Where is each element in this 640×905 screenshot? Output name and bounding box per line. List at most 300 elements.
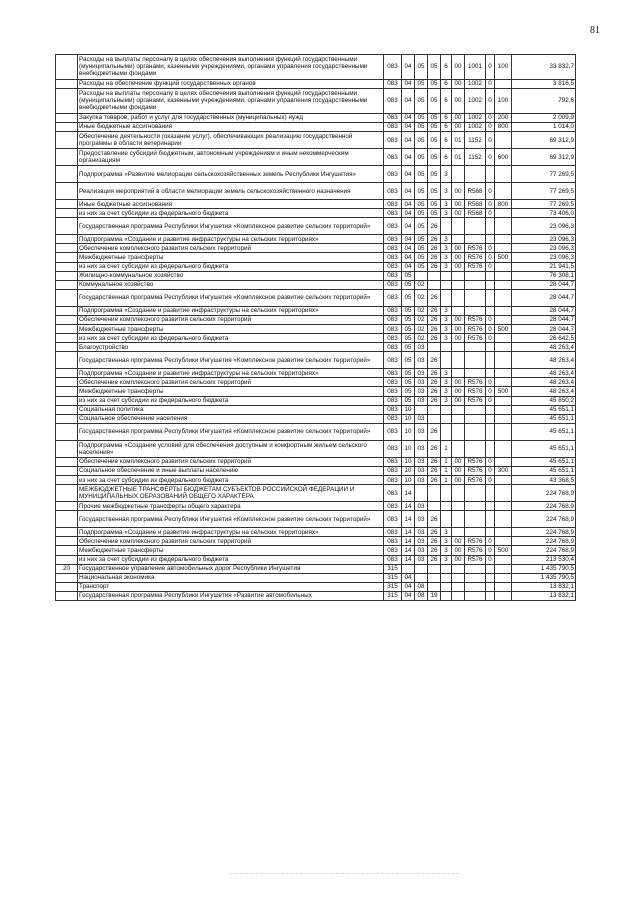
row-number-cell <box>56 315 78 324</box>
extra-code-cell <box>486 423 495 440</box>
amount-cell: 3 816,5 <box>512 79 576 88</box>
amount-cell: 224 768,9 <box>512 502 576 511</box>
activity-code-cell: 00 <box>452 396 465 405</box>
item-name-cell: Подпрограмма «Создание и развитие инфраструктуры на сельских территориях» <box>78 235 384 244</box>
activity-code-cell <box>452 289 465 306</box>
gr-code-cell: 083 <box>384 306 402 315</box>
subprogram-code-cell: 1 <box>441 466 452 475</box>
vr-code-cell <box>495 405 512 414</box>
pr-code-cell: 03 <box>415 387 428 396</box>
subprogram-code-cell <box>441 271 452 280</box>
rz-code-cell: 05 <box>402 306 415 315</box>
rz-code-cell: 05 <box>402 396 415 405</box>
rz-code-cell: 05 <box>402 289 415 306</box>
item-name-cell: Предоставление субсидий бюджетным, автономным учреждениям и иным некоммерческим организациям <box>78 149 384 166</box>
direction-code-cell <box>465 306 486 315</box>
amount-cell: 76 308,1 <box>512 271 576 280</box>
extra-code-cell: 0 <box>486 183 495 200</box>
rz-code-cell: 04 <box>402 166 415 183</box>
direction-code-cell <box>465 440 486 457</box>
amount-cell: 213 530,4 <box>512 555 576 564</box>
program-code-cell: 26 <box>428 315 441 324</box>
gr-code-cell: 083 <box>384 405 402 414</box>
extra-code-cell <box>486 582 495 591</box>
vr-code-cell <box>495 564 512 573</box>
activity-code-cell: 00 <box>452 209 465 218</box>
extra-code-cell <box>486 440 495 457</box>
program-code-cell: 26 <box>428 369 441 378</box>
subprogram-code-cell <box>441 414 452 423</box>
item-name-cell: Государственное управление автомобильных дорог Республики Ингушетия <box>78 564 384 573</box>
pr-code-cell: 05 <box>415 218 428 235</box>
item-name-cell: Реализация мероприятий в области мелиорации земель сельскохозяйственного назначения <box>78 183 384 200</box>
amount-cell: 28 044,7 <box>512 306 576 315</box>
amount-cell: 1 435 790,5 <box>512 564 576 573</box>
subprogram-code-cell <box>441 502 452 511</box>
extra-code-cell: 0 <box>486 200 495 209</box>
item-name-cell: Государственная программа Республики Ингушетия «Комплексное развитие сельских территорий» <box>78 423 384 440</box>
amount-cell: 28 044,7 <box>512 280 576 289</box>
gr-code-cell: 083 <box>384 387 402 396</box>
pr-code-cell: 03 <box>415 369 428 378</box>
pr-code-cell <box>415 405 428 414</box>
row-number-cell <box>56 325 78 334</box>
activity-code-cell <box>452 166 465 183</box>
table-row <box>56 235 576 244</box>
rz-code-cell <box>402 564 415 573</box>
pr-code-cell: 02 <box>415 280 428 289</box>
subprogram-code-cell: 3 <box>441 369 452 378</box>
extra-code-cell: 0 <box>486 334 495 343</box>
rz-code-cell: 04 <box>402 218 415 235</box>
table-row <box>56 511 576 528</box>
rz-code-cell: 05 <box>402 280 415 289</box>
program-code-cell: 26 <box>428 289 441 306</box>
vr-code-cell <box>495 315 512 324</box>
extra-code-cell: 0 <box>486 476 495 485</box>
direction-code-cell <box>465 414 486 423</box>
program-code-cell: 26 <box>428 378 441 387</box>
direction-code-cell: R576 <box>465 476 486 485</box>
amount-cell: 1 435 790,5 <box>512 573 576 582</box>
item-name-cell: Межбюджетные трансферты <box>78 253 384 262</box>
extra-code-cell: 0 <box>486 315 495 324</box>
item-name-cell: Обеспечение комплексного развития сельских территорий <box>78 244 384 253</box>
item-name-cell: Подпрограмма «Создание и развитие инфраструктуры на сельских территориях» <box>78 528 384 537</box>
table-row <box>56 591 576 600</box>
table-row <box>56 485 576 502</box>
rz-code-cell: 05 <box>402 334 415 343</box>
vr-code-cell <box>495 582 512 591</box>
activity-code-cell: 00 <box>452 122 465 131</box>
extra-code-cell: 0 <box>486 546 495 555</box>
extra-code-cell: 0 <box>486 122 495 131</box>
row-number-cell <box>56 485 78 502</box>
extra-code-cell: 0 <box>486 55 495 80</box>
vr-code-cell <box>495 166 512 183</box>
extra-code-cell: 0 <box>486 457 495 466</box>
item-name-cell: Обеспечение комплексного развития сельских территорий <box>78 537 384 546</box>
gr-code-cell: 083 <box>384 315 402 324</box>
vr-code-cell <box>495 183 512 200</box>
subprogram-code-cell: 6 <box>441 149 452 166</box>
table-row <box>56 271 576 280</box>
direction-code-cell: R576 <box>465 334 486 343</box>
program-code-cell <box>428 573 441 582</box>
pr-code-cell: 03 <box>415 502 428 511</box>
table-row <box>56 325 576 334</box>
gr-code-cell: 083 <box>384 183 402 200</box>
amount-cell: 45 651,1 <box>512 423 576 440</box>
program-code-cell: 26 <box>428 262 441 271</box>
activity-code-cell: 00 <box>452 200 465 209</box>
direction-code-cell <box>465 280 486 289</box>
vr-code-cell <box>495 209 512 218</box>
subprogram-code-cell <box>441 280 452 289</box>
row-number-cell <box>56 218 78 235</box>
table-row <box>56 166 576 183</box>
table-row <box>56 218 576 235</box>
vr-code-cell <box>495 262 512 271</box>
item-name-cell: Закупка товаров, работ и услуг для государственных (муниципальных) нужд <box>78 113 384 122</box>
extra-code-cell <box>486 502 495 511</box>
direction-code-cell <box>465 502 486 511</box>
gr-code-cell: 083 <box>384 209 402 218</box>
program-code-cell <box>428 502 441 511</box>
gr-code-cell: 083 <box>384 55 402 80</box>
rz-code-cell: 05 <box>402 369 415 378</box>
pr-code-cell <box>415 573 428 582</box>
extra-code-cell: 0 <box>486 396 495 405</box>
item-name-cell: Социальное обеспечение населения <box>78 414 384 423</box>
table-row <box>56 405 576 414</box>
rz-code-cell: 05 <box>402 343 415 352</box>
rz-code-cell: 05 <box>402 315 415 324</box>
activity-code-cell: 00 <box>452 183 465 200</box>
rz-code-cell: 14 <box>402 555 415 564</box>
pr-code-cell: 08 <box>415 582 428 591</box>
activity-code-cell: 00 <box>452 387 465 396</box>
activity-code-cell: 00 <box>452 537 465 546</box>
pr-code-cell: 05 <box>415 88 428 113</box>
pr-code-cell: 03 <box>415 511 428 528</box>
direction-code-cell: 1152 <box>465 132 486 149</box>
item-name-cell: Расходы на выплаты персоналу в целях обеспечения выполнения функций государственными (муниципальными) органами, казенными учреждениями, органами управления государственными внебюджетными фондами <box>78 55 384 80</box>
gr-code-cell: 083 <box>384 200 402 209</box>
row-number-cell <box>56 555 78 564</box>
item-name-cell: Подпрограмма «Создание и развитие инфраструктуры на сельских территориях» <box>78 306 384 315</box>
subprogram-code-cell <box>441 352 452 369</box>
item-name-cell: Расходы на выплаты персоналу в целях обеспечения выполнения функций государственными (муниципальными) органами, казенными учреждениями, органами управления государственными внебюджетными фондами <box>78 88 384 113</box>
item-name-cell: Благоустройство <box>78 343 384 352</box>
subprogram-code-cell: 6 <box>441 113 452 122</box>
pr-code-cell <box>415 485 428 502</box>
vr-code-cell: 500 <box>495 253 512 262</box>
activity-code-cell <box>452 582 465 591</box>
item-name-cell: Межбюджетные трансферты <box>78 325 384 334</box>
rz-code-cell: 10 <box>402 476 415 485</box>
pr-code-cell <box>415 564 428 573</box>
item-name-cell: Иные бюджетные ассигнования <box>78 122 384 131</box>
direction-code-cell: R576 <box>465 315 486 324</box>
vr-code-cell <box>495 306 512 315</box>
extra-code-cell <box>486 511 495 528</box>
pr-code-cell: 02 <box>415 325 428 334</box>
amount-cell: 224 768,9 <box>512 528 576 537</box>
vr-code-cell: 100 <box>495 88 512 113</box>
amount-cell: 28 044,7 <box>512 315 576 324</box>
activity-code-cell <box>452 440 465 457</box>
item-name-cell: Прочие межбюджетные трансферты общего характера <box>78 502 384 511</box>
page-number: 81 <box>590 25 600 36</box>
pr-code-cell: 03 <box>415 546 428 555</box>
gr-code-cell: 083 <box>384 235 402 244</box>
row-number-cell <box>56 149 78 166</box>
row-number-cell <box>56 414 78 423</box>
direction-code-cell <box>465 591 486 600</box>
subprogram-code-cell <box>441 343 452 352</box>
pr-code-cell: 05 <box>415 55 428 80</box>
rz-code-cell: 14 <box>402 537 415 546</box>
row-number-cell <box>56 253 78 262</box>
amount-cell: 13 832,1 <box>512 591 576 600</box>
extra-code-cell: 0 <box>486 378 495 387</box>
program-code-cell: 26 <box>428 244 441 253</box>
extra-code-cell <box>486 289 495 306</box>
row-number-cell <box>56 113 78 122</box>
activity-code-cell <box>452 235 465 244</box>
extra-code-cell <box>486 564 495 573</box>
direction-code-cell <box>465 218 486 235</box>
amount-cell: 77 269,5 <box>512 200 576 209</box>
extra-code-cell <box>486 271 495 280</box>
pr-code-cell: 05 <box>415 183 428 200</box>
program-code-cell: 05 <box>428 166 441 183</box>
row-number-cell <box>56 343 78 352</box>
subprogram-code-cell: 3 <box>441 334 452 343</box>
amount-cell: 48 263,4 <box>512 352 576 369</box>
table-row <box>56 502 576 511</box>
gr-code-cell: 083 <box>384 132 402 149</box>
subprogram-code-cell: 3 <box>441 555 452 564</box>
rz-code-cell: 04 <box>402 113 415 122</box>
rz-code-cell: 14 <box>402 502 415 511</box>
vr-code-cell <box>495 591 512 600</box>
extra-code-cell <box>486 414 495 423</box>
item-name-cell: Социальная политика <box>78 405 384 414</box>
pr-code-cell: 03 <box>415 378 428 387</box>
item-name-cell: Транспорт <box>78 582 384 591</box>
table-row <box>56 209 576 218</box>
row-number-cell <box>56 132 78 149</box>
extra-code-cell: 0 <box>486 132 495 149</box>
amount-cell: 48 263,4 <box>512 378 576 387</box>
direction-code-cell: R576 <box>465 262 486 271</box>
gr-code-cell: 083 <box>384 485 402 502</box>
vr-code-cell <box>495 414 512 423</box>
subprogram-code-cell <box>441 564 452 573</box>
vr-code-cell <box>495 440 512 457</box>
row-number-cell <box>56 440 78 457</box>
subprogram-code-cell: 1 <box>441 476 452 485</box>
subprogram-code-cell <box>441 218 452 235</box>
rz-code-cell: 04 <box>402 122 415 131</box>
activity-code-cell <box>452 564 465 573</box>
vr-code-cell: 800 <box>495 122 512 131</box>
gr-code-cell: 083 <box>384 253 402 262</box>
item-name-cell: Коммунальное хозяйство <box>78 280 384 289</box>
pr-code-cell: 05 <box>415 166 428 183</box>
amount-cell: 28 044,7 <box>512 325 576 334</box>
direction-code-cell <box>465 528 486 537</box>
program-code-cell <box>428 582 441 591</box>
rz-code-cell: 04 <box>402 262 415 271</box>
table-row <box>56 440 576 457</box>
program-code-cell: 26 <box>428 457 441 466</box>
table-row <box>56 414 576 423</box>
gr-code-cell: 083 <box>384 511 402 528</box>
direction-code-cell: 1002 <box>465 122 486 131</box>
vr-code-cell <box>495 218 512 235</box>
amount-cell: 33 832,7 <box>512 55 576 80</box>
budget-table <box>55 54 576 601</box>
direction-code-cell <box>465 271 486 280</box>
rz-code-cell: 04 <box>402 253 415 262</box>
vr-code-cell: 500 <box>495 387 512 396</box>
table-row <box>56 537 576 546</box>
subprogram-code-cell <box>441 511 452 528</box>
program-code-cell: 26 <box>428 555 441 564</box>
table-row <box>56 582 576 591</box>
program-code-cell: 05 <box>428 79 441 88</box>
direction-code-cell: R576 <box>465 546 486 555</box>
direction-code-cell <box>465 166 486 183</box>
extra-code-cell: 0 <box>486 209 495 218</box>
subprogram-code-cell: 1 <box>441 457 452 466</box>
gr-code-cell: 083 <box>384 502 402 511</box>
rz-code-cell: 10 <box>402 405 415 414</box>
extra-code-cell: 0 <box>486 253 495 262</box>
gr-code-cell: 083 <box>384 280 402 289</box>
pr-code-cell <box>415 271 428 280</box>
direction-code-cell: R576 <box>465 457 486 466</box>
activity-code-cell: 00 <box>452 466 465 475</box>
direction-code-cell: R568 <box>465 200 486 209</box>
subprogram-code-cell: 3 <box>441 325 452 334</box>
table-row <box>56 315 576 324</box>
item-name-cell: Межбюджетные трансферты <box>78 546 384 555</box>
row-number-cell <box>56 271 78 280</box>
table-row <box>56 396 576 405</box>
subprogram-code-cell: 6 <box>441 88 452 113</box>
direction-code-cell <box>465 343 486 352</box>
gr-code-cell: 083 <box>384 343 402 352</box>
rz-code-cell: 04 <box>402 149 415 166</box>
row-number-cell <box>56 200 78 209</box>
extra-code-cell <box>486 306 495 315</box>
program-code-cell: 05 <box>428 122 441 131</box>
table-row <box>56 200 576 209</box>
row-number-cell <box>56 306 78 315</box>
activity-code-cell <box>452 306 465 315</box>
vr-code-cell <box>495 573 512 582</box>
rz-code-cell: 05 <box>402 271 415 280</box>
row-number-cell <box>56 528 78 537</box>
gr-code-cell: 083 <box>384 476 402 485</box>
pr-code-cell: 03 <box>415 343 428 352</box>
gr-code-cell: 083 <box>384 218 402 235</box>
program-code-cell: 26 <box>428 546 441 555</box>
vr-code-cell <box>495 334 512 343</box>
activity-code-cell: 00 <box>452 88 465 113</box>
table-row <box>56 476 576 485</box>
direction-code-cell: R576 <box>465 466 486 475</box>
row-number-cell <box>56 235 78 244</box>
program-code-cell <box>428 405 441 414</box>
amount-cell: 48 263,4 <box>512 387 576 396</box>
amount-cell: 21 941,5 <box>512 262 576 271</box>
activity-code-cell: 00 <box>452 546 465 555</box>
gr-code-cell: 315 <box>384 582 402 591</box>
program-code-cell <box>428 280 441 289</box>
row-number-cell <box>56 280 78 289</box>
extra-code-cell <box>486 235 495 244</box>
gr-code-cell: 083 <box>384 262 402 271</box>
program-code-cell: 05 <box>428 149 441 166</box>
program-code-cell: 26 <box>428 440 441 457</box>
item-name-cell: Расходы на обеспечение функций государственных органов <box>78 79 384 88</box>
gr-code-cell: 083 <box>384 271 402 280</box>
row-number-cell <box>56 55 78 80</box>
extra-code-cell <box>486 343 495 352</box>
item-name-cell: Подпрограмма «Создание и развитие инфраструктуры на сельских территориях» <box>78 369 384 378</box>
activity-code-cell: 00 <box>452 476 465 485</box>
gr-code-cell: 315 <box>384 591 402 600</box>
pr-code-cell: 03 <box>415 423 428 440</box>
table-row <box>56 546 576 555</box>
direction-code-cell <box>465 235 486 244</box>
row-number-cell <box>56 502 78 511</box>
gr-code-cell: 083 <box>384 122 402 131</box>
pr-code-cell: 05 <box>415 209 428 218</box>
amount-cell: 224 768,9 <box>512 546 576 555</box>
item-name-cell: Государственная программа Республики Ингушетия «Комплексное развитие сельских территорий» <box>78 511 384 528</box>
program-code-cell: 05 <box>428 200 441 209</box>
item-name-cell: из них за счет субсидии из федерального бюджета <box>78 209 384 218</box>
rz-code-cell: 14 <box>402 546 415 555</box>
direction-code-cell <box>465 352 486 369</box>
program-code-cell: 05 <box>428 183 441 200</box>
extra-code-cell <box>486 218 495 235</box>
pr-code-cell: 05 <box>415 113 428 122</box>
activity-code-cell <box>452 369 465 378</box>
program-code-cell: 19 <box>428 591 441 600</box>
subprogram-code-cell <box>441 405 452 414</box>
extra-code-cell <box>486 280 495 289</box>
vr-code-cell <box>495 369 512 378</box>
subprogram-code-cell: 3 <box>441 528 452 537</box>
subprogram-code-cell: 6 <box>441 132 452 149</box>
gr-code-cell: 083 <box>384 88 402 113</box>
gr-code-cell: 083 <box>384 537 402 546</box>
direction-code-cell: R576 <box>465 325 486 334</box>
table-row <box>56 573 576 582</box>
activity-code-cell: 00 <box>452 244 465 253</box>
vr-code-cell <box>495 235 512 244</box>
rz-code-cell: 14 <box>402 485 415 502</box>
direction-code-cell: 1002 <box>465 88 486 113</box>
extra-code-cell: 0 <box>486 244 495 253</box>
